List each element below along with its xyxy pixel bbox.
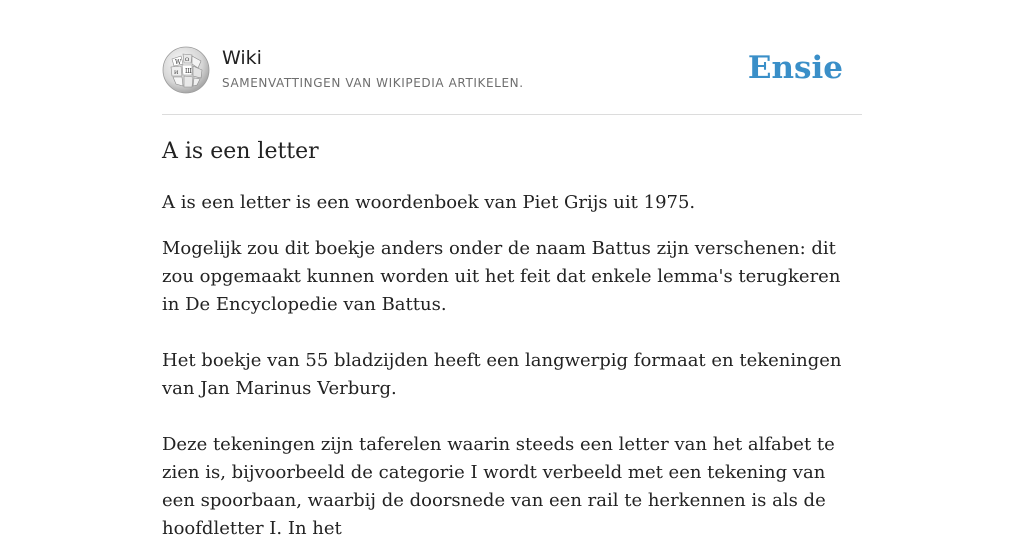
svg-text:И: И (174, 70, 179, 76)
site-header (162, 44, 862, 115)
site-title[interactable]: Wiki (222, 47, 262, 69)
ensie-brand-logo[interactable]: Ensie (747, 50, 843, 86)
article-content (162, 136, 862, 543)
site-tagline: SAMENVATTINGEN VAN WIKIPEDIA ARTIKELEN. (222, 76, 524, 90)
article-title: A is een letter (162, 139, 319, 164)
wikipedia-globe-icon[interactable] (162, 46, 210, 94)
article-paragraph: Deze tekeningen zijn taferelen waarin steeds een letter van het alfabet te zien is, bijvoorbeeld de categorie I wordt verbeeld met een tekening van een spoorbaan, waarbij de doorsnede van een rail te herkennen is als de hoofdletter I. In het (162, 434, 835, 539)
article-intro: A is een letter is een woordenboek van Piet Grijs uit 1975. (162, 192, 696, 213)
article-paragraph: Het boekje van 55 bladzijden heeft een langwerpig formaat en tekeningen van Jan Marinus Verburg. (162, 350, 842, 399)
svg-text:Ш: Ш (185, 68, 192, 75)
svg-text:Ω: Ω (185, 57, 190, 63)
article-paragraph: Mogelijk zou dit boekje anders onder de naam Battus zijn verschenen: dit zou opgemaakt kunnen worden uit het feit dat enkele lemma's terugkeren in De Encyclopedie van Battus. (162, 238, 841, 315)
svg-text:W: W (175, 59, 182, 66)
